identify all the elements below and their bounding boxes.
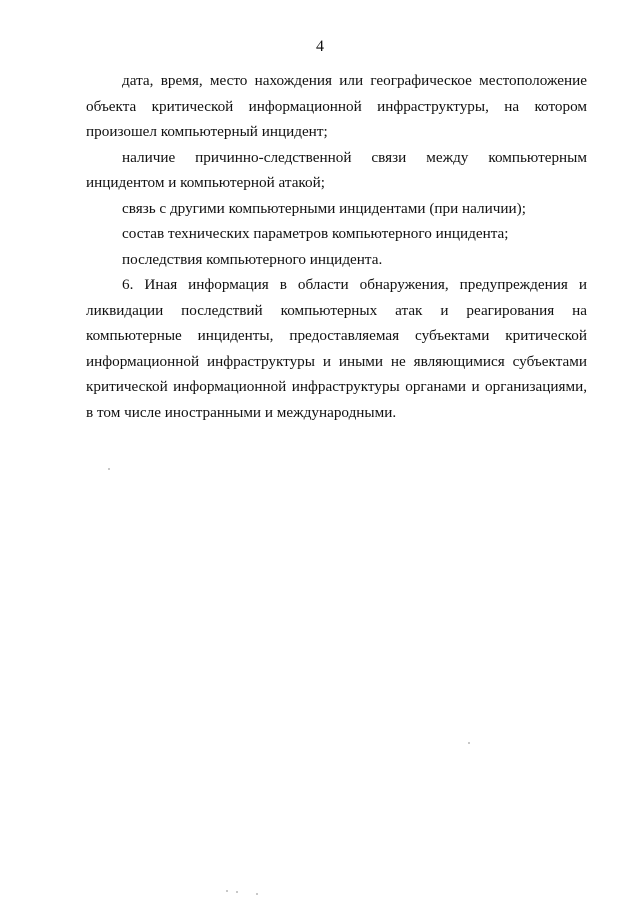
paragraph-technical-parameters: состав технических параметров компьютерного инцидента; xyxy=(122,225,509,242)
paragraph-other-information: 6. Иная информация в области обнаружения, предупреждения и ликвидации последствий компьютерных атак и реагирования на компьютерные инциденты, предоставляемая субъектами критической информационной инфраструктуры и иными не являющимися субъектами критической информационной инфраструктуры органами и организациями, в том числе иностранными и международными. xyxy=(86,276,587,421)
scan-speck xyxy=(256,893,258,895)
paragraph-incident-location: дата, время, место нахождения или географическое местоположение объекта критической информационной инфраструктуры, на котором произошел компьютерный инцидент; xyxy=(86,72,587,140)
document-body xyxy=(86,68,587,425)
paragraph-causal-link: наличие причинно-следственной связи между компьютерным инцидентом и компьютерной атакой; xyxy=(86,148,587,191)
paragraph-consequences: последствия компьютерного инцидента. xyxy=(122,250,383,268)
paragraph-related-incidents: связь с другими компьютерными инцидентами (при наличии); xyxy=(122,199,526,217)
page-number: 4 xyxy=(316,38,324,55)
scan-speck xyxy=(108,468,110,470)
scan-speck xyxy=(236,891,238,893)
scan-speck xyxy=(226,890,228,892)
scan-speck xyxy=(468,742,470,744)
